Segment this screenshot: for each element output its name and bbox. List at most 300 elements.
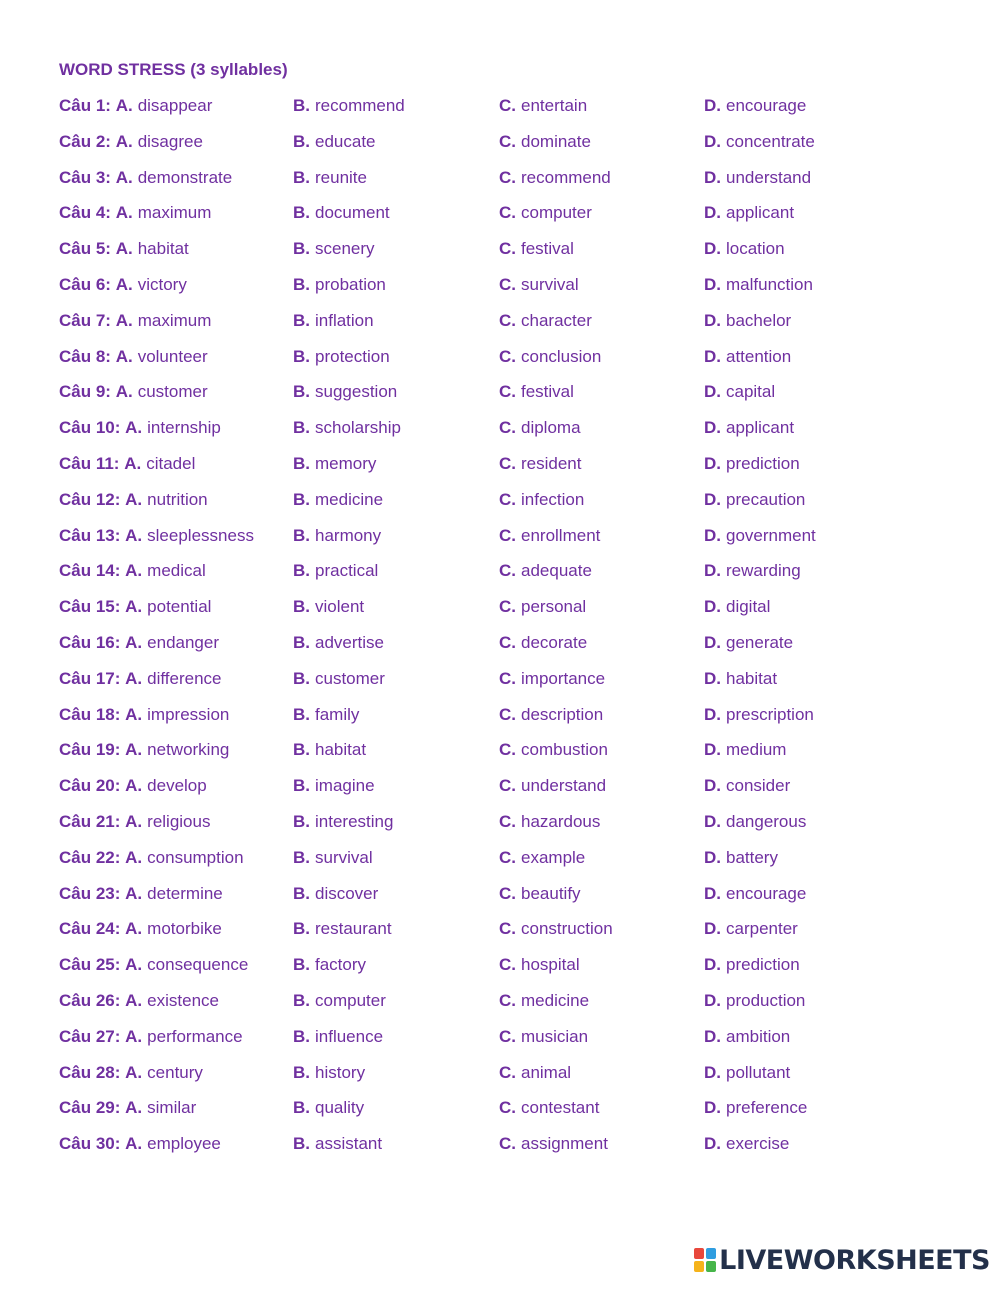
question-row — [59, 524, 959, 560]
option-letter: D. — [704, 525, 721, 545]
option-letter: C. — [499, 811, 516, 831]
option-letter: D. — [704, 811, 721, 831]
option-word: factory — [315, 955, 367, 975]
option-letter: D. — [704, 561, 721, 581]
option-d — [704, 1027, 790, 1047]
option-word: musician — [521, 1026, 589, 1046]
option-word: infection — [521, 489, 585, 509]
option-d — [704, 633, 793, 653]
question-label: Câu 26: — [59, 990, 121, 1010]
option-a — [59, 848, 244, 868]
option-word: recommend — [521, 167, 611, 187]
option-letter: D. — [704, 96, 721, 115]
option-c — [499, 705, 603, 725]
option-letter: C. — [499, 346, 516, 366]
option-letter: A. — [115, 346, 133, 366]
option-letter: C. — [499, 1026, 516, 1046]
option-d — [704, 919, 798, 939]
option-letter: D. — [704, 489, 721, 509]
option-letter: C. — [499, 1062, 516, 1082]
option-letter: D. — [704, 776, 721, 796]
option-word: consequence — [147, 955, 249, 975]
option-a — [59, 454, 195, 474]
option-word: employee — [147, 1134, 221, 1154]
option-word: personal — [521, 597, 587, 617]
option-letter: C. — [499, 704, 516, 724]
question-row — [59, 1096, 959, 1132]
option-word: customer — [137, 382, 208, 402]
option-letter: A. — [115, 203, 133, 223]
option-b — [293, 1063, 365, 1083]
option-b — [293, 526, 381, 546]
option-letter: C. — [499, 632, 516, 652]
option-letter: B. — [293, 418, 310, 438]
option-letter: D. — [704, 955, 721, 975]
option-letter: B. — [293, 704, 310, 724]
option-word: diploma — [521, 418, 581, 438]
option-a — [59, 561, 206, 581]
question-row — [59, 703, 959, 739]
option-d — [704, 669, 777, 689]
option-letter: C. — [499, 847, 516, 867]
option-letter: D. — [704, 382, 721, 402]
option-word: maximum — [137, 310, 212, 330]
question-label: Câu 13: — [59, 525, 121, 545]
question-row — [59, 667, 959, 703]
option-b — [293, 239, 375, 259]
option-word: hospital — [521, 955, 580, 975]
question-row — [59, 559, 959, 595]
option-d — [704, 382, 775, 402]
option-word: ambition — [726, 1026, 791, 1046]
option-a — [59, 347, 208, 367]
option-d — [704, 991, 805, 1011]
option-c — [499, 848, 585, 868]
question-label: Câu 15: — [59, 597, 121, 617]
option-word: carpenter — [726, 919, 798, 939]
option-c — [499, 1063, 571, 1083]
option-b — [293, 776, 375, 796]
option-a — [59, 1098, 196, 1118]
option-word: malfunction — [726, 274, 813, 294]
option-word: consider — [726, 776, 791, 796]
option-word: difference — [147, 668, 222, 688]
option-word: construction — [521, 919, 613, 939]
option-word: educate — [315, 131, 376, 151]
option-word: internship — [147, 418, 221, 438]
question-label: Câu 30: — [59, 1134, 121, 1154]
option-word: description — [521, 704, 604, 724]
question-row — [59, 1061, 959, 1097]
option-word: preference — [726, 1098, 808, 1118]
option-word: precaution — [726, 489, 806, 509]
option-letter: C. — [499, 919, 516, 939]
option-c — [499, 168, 611, 188]
option-a — [59, 490, 208, 510]
option-c — [499, 884, 581, 904]
question-label: Câu 5: — [59, 239, 111, 259]
option-word: example — [521, 847, 586, 867]
option-letter: A. — [125, 1134, 143, 1154]
option-word: endanger — [147, 632, 219, 652]
option-letter: B. — [293, 561, 310, 581]
option-word: exercise — [726, 1134, 790, 1154]
option-a — [59, 776, 207, 796]
question-row — [59, 345, 959, 381]
option-word: similar — [147, 1098, 197, 1118]
question-label: Câu 16: — [59, 632, 121, 652]
question-label: Câu 20: — [59, 776, 121, 796]
question-row — [59, 774, 959, 810]
option-word: generate — [726, 632, 794, 652]
option-word: habitat — [315, 740, 367, 760]
option-letter: A. — [125, 955, 143, 975]
option-word: hazardous — [521, 811, 601, 831]
option-word: victory — [137, 274, 187, 294]
option-letter: C. — [499, 418, 516, 438]
option-c — [499, 454, 581, 474]
option-letter: D. — [704, 310, 721, 330]
option-word: rewarding — [726, 561, 801, 581]
option-letter: B. — [293, 525, 310, 545]
option-c — [499, 203, 592, 223]
option-b — [293, 669, 385, 689]
option-letter: B. — [293, 346, 310, 366]
option-word: importance — [521, 668, 606, 688]
option-word: prediction — [726, 955, 800, 975]
option-c — [499, 239, 574, 259]
question-label: Câu 6: — [59, 274, 111, 294]
question-row — [59, 953, 959, 989]
question-row — [59, 166, 959, 202]
option-word: combustion — [521, 740, 608, 760]
option-letter: D. — [704, 346, 721, 366]
question-row — [59, 1025, 959, 1061]
question-row — [59, 94, 959, 130]
option-letter: C. — [499, 96, 516, 115]
option-letter: D. — [704, 740, 721, 760]
option-c — [499, 347, 601, 367]
option-b — [293, 561, 378, 581]
option-word: maximum — [137, 203, 212, 223]
option-word: advertise — [315, 632, 384, 652]
option-d — [704, 1063, 790, 1083]
option-c — [499, 1027, 588, 1047]
option-letter: B. — [293, 489, 310, 509]
question-list — [59, 94, 959, 1168]
option-letter: C. — [499, 525, 516, 545]
question-label: Câu 18: — [59, 704, 121, 724]
option-letter: D. — [704, 239, 721, 259]
option-word: festival — [521, 382, 574, 402]
option-b — [293, 203, 390, 223]
option-a — [59, 812, 210, 832]
option-c — [499, 275, 579, 295]
option-letter: B. — [293, 919, 310, 939]
option-word: quality — [315, 1098, 365, 1118]
option-word: capital — [726, 382, 776, 402]
option-word: attention — [726, 346, 792, 366]
option-word: dominate — [521, 131, 591, 151]
option-letter: A. — [125, 489, 143, 509]
option-b — [293, 96, 405, 116]
liveworksheets-logo — [694, 1244, 990, 1276]
option-letter: B. — [293, 990, 310, 1010]
option-b — [293, 633, 384, 653]
option-a — [59, 526, 254, 546]
option-letter: A. — [125, 597, 143, 617]
option-letter: D. — [704, 847, 721, 867]
option-c — [499, 418, 581, 438]
question-row — [59, 309, 959, 345]
option-d — [704, 776, 790, 796]
option-letter: A. — [125, 990, 143, 1010]
question-label: Câu 27: — [59, 1026, 121, 1046]
option-word: encourage — [726, 883, 807, 903]
option-d — [704, 848, 778, 868]
option-b — [293, 382, 397, 402]
option-a — [59, 239, 189, 259]
option-letter: B. — [293, 811, 310, 831]
option-letter: B. — [293, 1026, 310, 1046]
option-letter: C. — [499, 453, 516, 473]
question-row — [59, 488, 959, 524]
option-a — [59, 740, 229, 760]
option-c — [499, 526, 600, 546]
option-a — [59, 955, 248, 975]
option-a — [59, 705, 229, 725]
option-b — [293, 991, 386, 1011]
option-b — [293, 919, 392, 939]
option-word: resident — [521, 453, 582, 473]
option-word: survival — [521, 274, 579, 294]
option-d — [704, 705, 814, 725]
option-d — [704, 490, 805, 510]
option-word: inflation — [315, 310, 374, 330]
option-letter: D. — [704, 131, 721, 151]
option-letter: A. — [125, 704, 143, 724]
option-letter: B. — [293, 955, 310, 975]
option-b — [293, 705, 359, 725]
option-b — [293, 454, 376, 474]
option-letter: A. — [115, 274, 133, 294]
option-word: contestant — [521, 1098, 600, 1118]
option-word: customer — [315, 668, 385, 688]
option-word: pollutant — [726, 1062, 791, 1082]
option-word: medicine — [521, 990, 590, 1010]
option-d — [704, 597, 770, 617]
option-letter: C. — [499, 203, 516, 223]
option-word: impression — [147, 704, 230, 724]
option-letter: D. — [704, 919, 721, 939]
option-letter: D. — [704, 453, 721, 473]
option-letter: B. — [293, 883, 310, 903]
option-letter: B. — [293, 847, 310, 867]
option-letter: D. — [704, 274, 721, 294]
option-word: entertain — [521, 96, 588, 115]
option-word: nutrition — [147, 489, 208, 509]
option-word: disappear — [137, 96, 213, 115]
option-b — [293, 311, 374, 331]
option-word: encourage — [726, 96, 807, 115]
option-letter: B. — [293, 453, 310, 473]
option-letter: C. — [499, 776, 516, 796]
option-word: reunite — [315, 167, 367, 187]
option-c — [499, 561, 592, 581]
option-letter: C. — [499, 1134, 516, 1154]
option-b — [293, 490, 383, 510]
option-d — [704, 96, 806, 116]
question-row — [59, 452, 959, 488]
option-letter: B. — [293, 740, 310, 760]
question-label: Câu 14: — [59, 561, 121, 581]
option-b — [293, 740, 366, 760]
option-letter: D. — [704, 1134, 721, 1154]
option-d — [704, 561, 801, 581]
option-letter: B. — [293, 239, 310, 259]
option-a — [59, 1063, 203, 1083]
option-a — [59, 203, 211, 223]
option-word: determine — [147, 883, 223, 903]
question-row — [59, 810, 959, 846]
liveworksheets-logo-icon — [694, 1248, 716, 1272]
question-label: Câu 23: — [59, 883, 121, 903]
option-c — [499, 776, 606, 796]
option-word: prediction — [726, 453, 800, 473]
option-word: bachelor — [726, 310, 792, 330]
option-letter: D. — [704, 1098, 721, 1118]
option-letter: A. — [125, 525, 143, 545]
option-letter: B. — [293, 167, 310, 187]
option-word: computer — [521, 203, 592, 223]
option-word: interesting — [315, 811, 394, 831]
option-a — [59, 1134, 221, 1154]
option-letter: B. — [293, 1134, 310, 1154]
option-word: understand — [726, 167, 812, 187]
option-b — [293, 884, 378, 904]
question-row — [59, 917, 959, 953]
option-d — [704, 1134, 789, 1154]
option-a — [59, 418, 221, 438]
option-c — [499, 955, 580, 975]
option-letter: C. — [499, 310, 516, 330]
question-label: Câu 1: — [59, 96, 111, 115]
option-letter: C. — [499, 274, 516, 294]
question-label: Câu 21: — [59, 811, 121, 831]
option-word: applicant — [726, 203, 795, 223]
option-letter: C. — [499, 883, 516, 903]
option-letter: C. — [499, 561, 516, 581]
option-letter: A. — [125, 740, 143, 760]
option-letter: A. — [115, 96, 133, 115]
option-word: restaurant — [315, 919, 392, 939]
option-word: habitat — [137, 239, 189, 259]
option-c — [499, 1134, 608, 1154]
option-d — [704, 454, 800, 474]
option-word: motorbike — [147, 919, 222, 939]
option-letter: D. — [704, 597, 721, 617]
option-a — [59, 96, 212, 116]
option-b — [293, 1134, 382, 1154]
option-d — [704, 311, 791, 331]
option-letter: A. — [115, 239, 133, 259]
question-row — [59, 631, 959, 667]
option-word: enrollment — [521, 525, 601, 545]
option-d — [704, 812, 806, 832]
option-c — [499, 96, 587, 116]
option-word: religious — [147, 811, 211, 831]
option-d — [704, 347, 791, 367]
option-letter: A. — [125, 632, 143, 652]
option-b — [293, 168, 367, 188]
option-letter: A. — [115, 310, 133, 330]
option-c — [499, 1098, 599, 1118]
option-word: sleeplessness — [147, 525, 254, 545]
option-letter: C. — [499, 239, 516, 259]
option-word: applicant — [726, 418, 795, 438]
option-word: beautify — [521, 883, 581, 903]
question-row — [59, 1132, 959, 1168]
option-word: scenery — [315, 239, 375, 259]
option-letter: A. — [125, 811, 143, 831]
option-c — [499, 669, 605, 689]
question-row — [59, 846, 959, 882]
option-letter: C. — [499, 955, 516, 975]
option-word: dangerous — [726, 811, 807, 831]
question-row — [59, 416, 959, 452]
option-d — [704, 955, 800, 975]
question-label: Câu 19: — [59, 740, 121, 760]
question-label: Câu 8: — [59, 346, 111, 366]
option-c — [499, 490, 584, 510]
option-word: medicine — [315, 489, 384, 509]
option-word: discover — [315, 883, 379, 903]
option-b — [293, 132, 376, 152]
option-a — [59, 633, 219, 653]
option-b — [293, 1027, 383, 1047]
question-label: Câu 17: — [59, 668, 121, 688]
option-letter: C. — [499, 1098, 516, 1118]
option-word: conclusion — [521, 346, 602, 366]
option-b — [293, 418, 401, 438]
option-d — [704, 132, 815, 152]
option-word: memory — [315, 453, 377, 473]
option-letter: D. — [704, 203, 721, 223]
question-label: Câu 11: — [59, 453, 120, 473]
option-word: century — [147, 1062, 203, 1082]
option-letter: A. — [115, 167, 133, 187]
option-letter: B. — [293, 597, 310, 617]
option-letter: D. — [704, 418, 721, 438]
option-word: consumption — [147, 847, 244, 867]
option-a — [59, 1027, 243, 1047]
option-c — [499, 812, 600, 832]
question-label: Câu 7: — [59, 310, 111, 330]
option-b — [293, 848, 373, 868]
option-d — [704, 418, 794, 438]
option-d — [704, 1098, 807, 1118]
option-letter: D. — [704, 883, 721, 903]
option-word: disagree — [137, 131, 203, 151]
question-label: Câu 2: — [59, 131, 111, 151]
option-word: family — [315, 704, 360, 724]
option-d — [704, 275, 813, 295]
option-word: assignment — [521, 1134, 608, 1154]
option-a — [59, 991, 219, 1011]
option-letter: B. — [293, 96, 310, 115]
option-letter: A. — [115, 382, 133, 402]
option-word: scholarship — [315, 418, 401, 438]
